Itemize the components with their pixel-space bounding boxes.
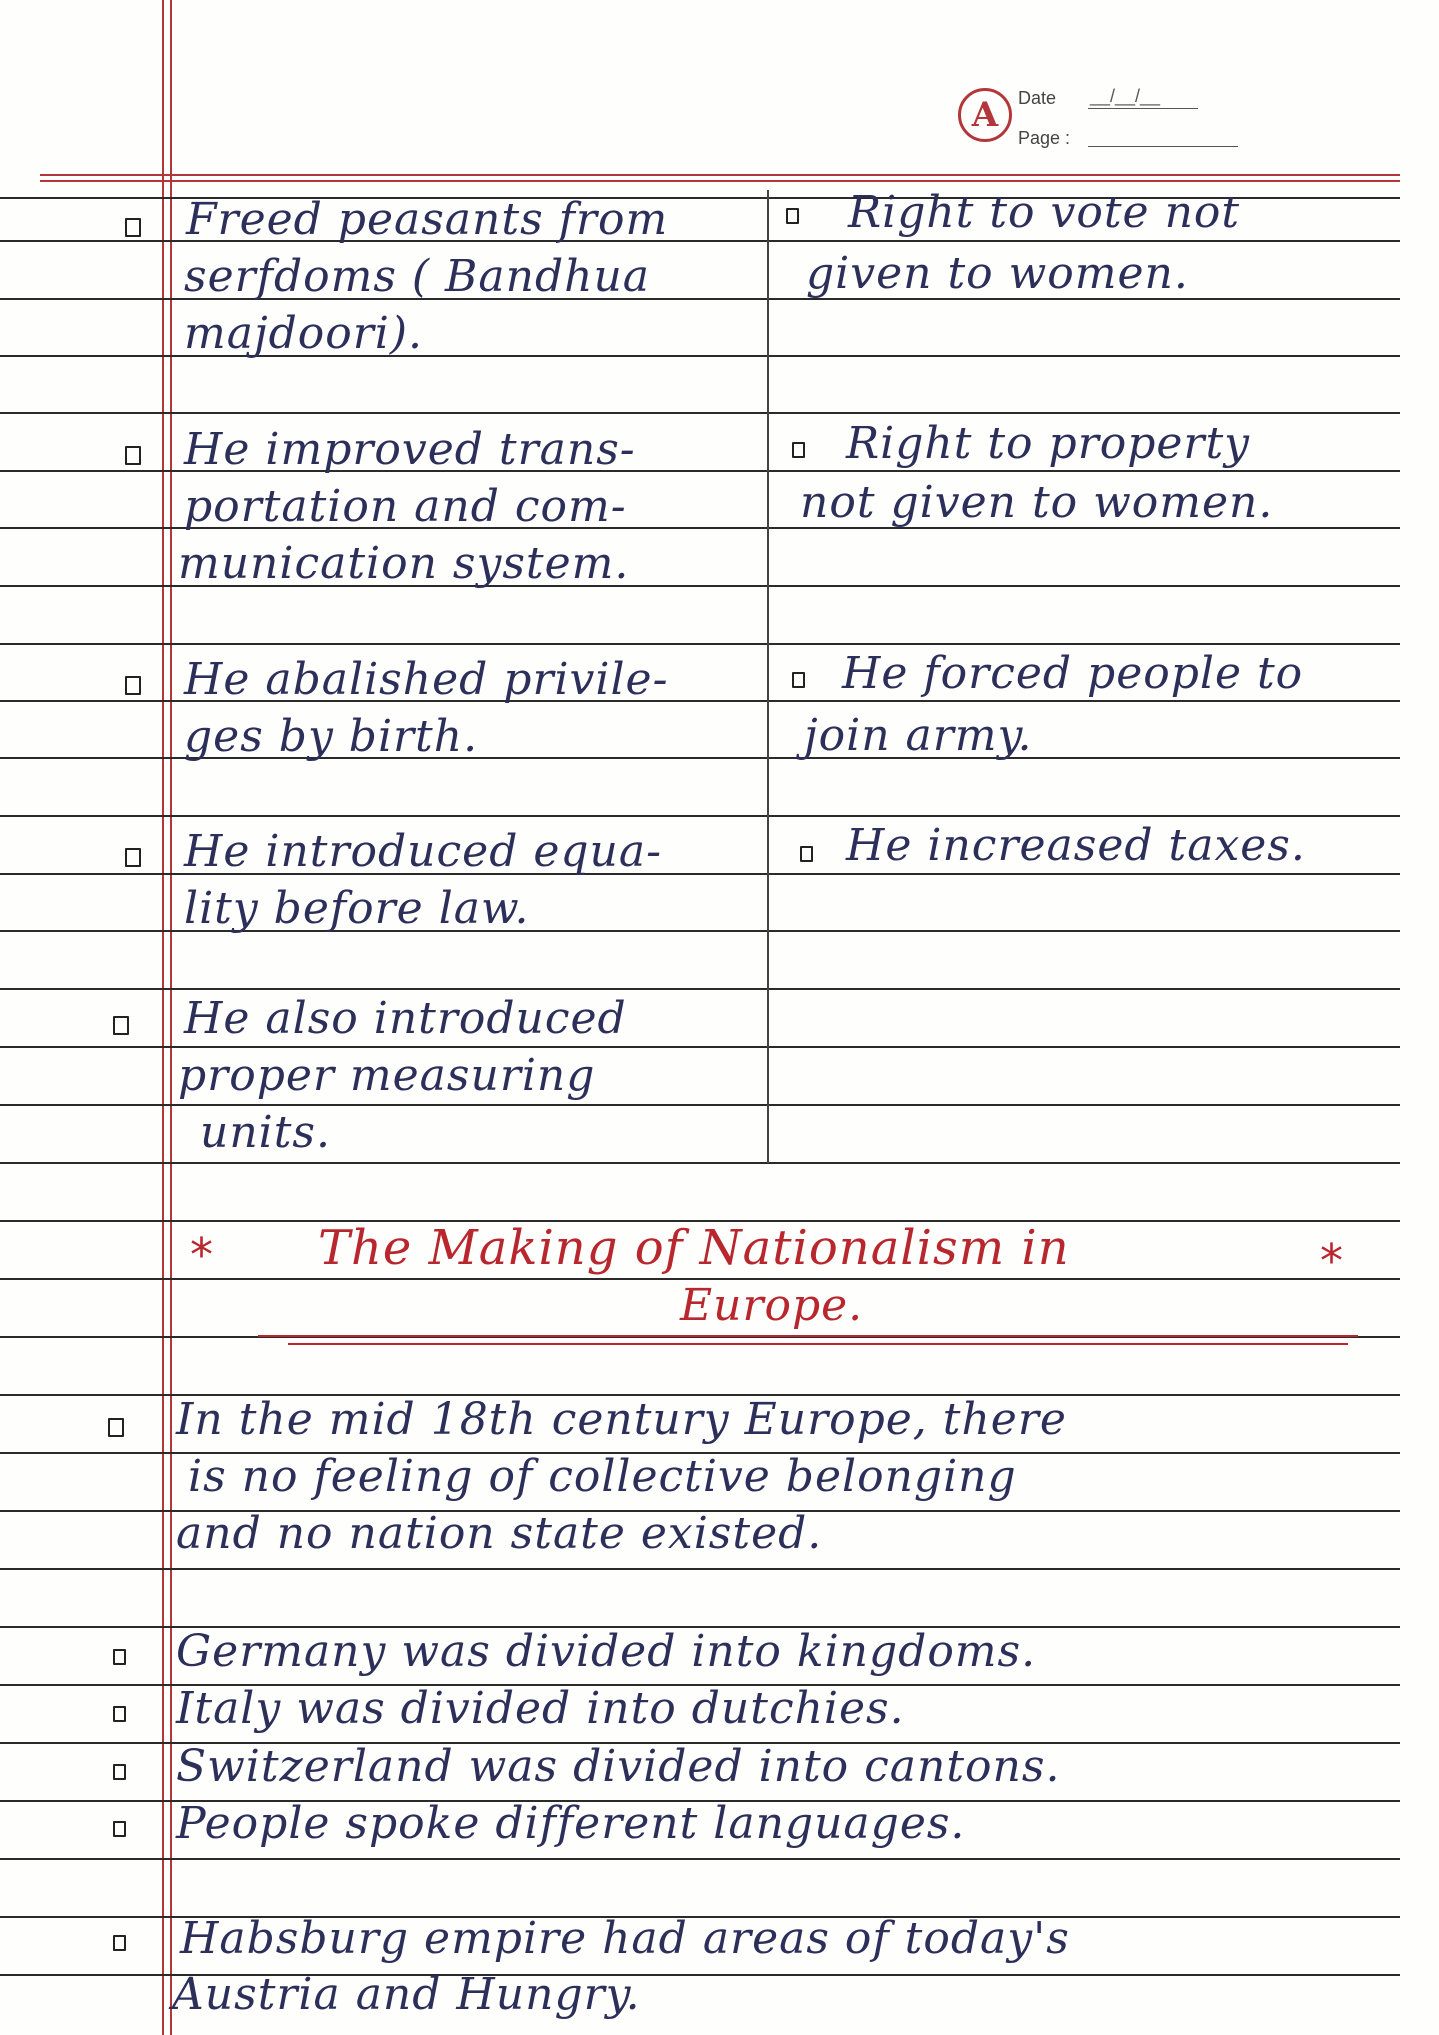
- left-cell-line: proper measuring: [178, 1050, 596, 1101]
- list-item: People spoke different languages.: [176, 1798, 966, 1849]
- date-value: __/__/__: [1090, 86, 1161, 106]
- heading-line-1: The Making of Nationalism in: [318, 1220, 1070, 1276]
- bullet-checkbox-icon: [113, 1821, 126, 1837]
- right-cell-line: not given to women.: [800, 477, 1274, 528]
- left-margin-line-inner: [170, 0, 172, 2035]
- right-cell-line: join army.: [804, 710, 1033, 761]
- rule-line: [0, 815, 1400, 817]
- rule-line: [0, 1104, 1400, 1106]
- list-item: Germany was divided into kingdoms.: [176, 1626, 1037, 1677]
- paragraph-line: and no nation state existed.: [176, 1508, 823, 1559]
- note-line: Habsburg empire had areas of today's: [180, 1913, 1070, 1964]
- left-cell-line: He also introduced: [184, 993, 627, 1044]
- date-underline: [1088, 108, 1198, 109]
- bullet-checkbox-icon: [113, 1764, 126, 1780]
- heading-underline-2: [288, 1343, 1348, 1345]
- right-cell-line: Right to property: [846, 418, 1250, 469]
- left-cell-line: units.: [200, 1107, 331, 1158]
- left-cell-line: portation and com-: [184, 481, 627, 532]
- bullet-checkbox-icon: [786, 208, 799, 224]
- bullet-checkbox-icon: [108, 1418, 124, 1437]
- bullet-checkbox-icon: [792, 672, 805, 688]
- bullet-checkbox-icon: [113, 1935, 126, 1951]
- heading-underline-1: [258, 1335, 1358, 1337]
- bullet-checkbox-icon: [113, 1706, 126, 1722]
- header-rule-1: [40, 174, 1400, 176]
- bullet-checkbox-icon: [113, 1016, 129, 1035]
- date-label: Date: [1018, 88, 1057, 108]
- rule-line: [0, 988, 1400, 990]
- bullet-checkbox-icon: [125, 676, 141, 695]
- page-underline: [1088, 146, 1238, 147]
- right-cell-line: Right to vote not: [848, 187, 1241, 238]
- bullet-checkbox-icon: [125, 218, 141, 237]
- brand-logo-icon: A: [958, 88, 1012, 142]
- page-label: Page :: [1018, 128, 1071, 148]
- rule-line: [0, 412, 1400, 414]
- paragraph-line: In the mid 18th century Europe, there: [176, 1394, 1067, 1445]
- list-item: Switzerland was divided into cantons.: [176, 1741, 1061, 1792]
- bullet-checkbox-icon: [800, 846, 813, 862]
- right-cell-line: given to women.: [806, 248, 1189, 299]
- header-rule-2: [40, 180, 1400, 182]
- bullet-checkbox-icon: [792, 442, 805, 458]
- left-cell-line: He introduced equa-: [184, 826, 662, 877]
- left-cell-line: He improved trans-: [184, 424, 636, 475]
- rule-line: [0, 1568, 1400, 1570]
- heading-line-2: Europe.: [680, 1280, 864, 1331]
- left-cell-line: He abalished privile-: [184, 654, 669, 705]
- date-page-badge: [958, 80, 1258, 160]
- rule-line: [0, 1162, 1400, 1164]
- left-cell-line: lity before law.: [184, 883, 530, 934]
- right-cell-line: He forced people to: [842, 648, 1304, 699]
- table-column-divider: [767, 190, 769, 1163]
- left-cell-line: serfdoms ( Bandhua: [184, 251, 651, 302]
- left-cell-line: majdoori).: [184, 308, 424, 359]
- left-margin-line-outer: [162, 0, 164, 2035]
- bullet-checkbox-icon: [113, 1649, 126, 1665]
- star-left-icon: *: [190, 1228, 213, 1282]
- left-cell-line: munication system.: [178, 538, 630, 589]
- paragraph-line: is no feeling of collective belonging: [188, 1451, 1017, 1502]
- rule-line: [0, 643, 1400, 645]
- bullet-checkbox-icon: [125, 446, 141, 465]
- star-right-icon: *: [1320, 1234, 1343, 1288]
- left-cell-line: Freed peasants from: [186, 194, 669, 245]
- list-item: Italy was divided into dutchies.: [176, 1683, 905, 1734]
- left-cell-line: ges by birth.: [184, 711, 479, 762]
- right-cell-line: He increased taxes.: [846, 820, 1306, 871]
- rule-line: [0, 1046, 1400, 1048]
- note-line: Austria and Hungry.: [172, 1969, 641, 2020]
- rule-line: [0, 1858, 1400, 1860]
- bullet-checkbox-icon: [125, 848, 141, 867]
